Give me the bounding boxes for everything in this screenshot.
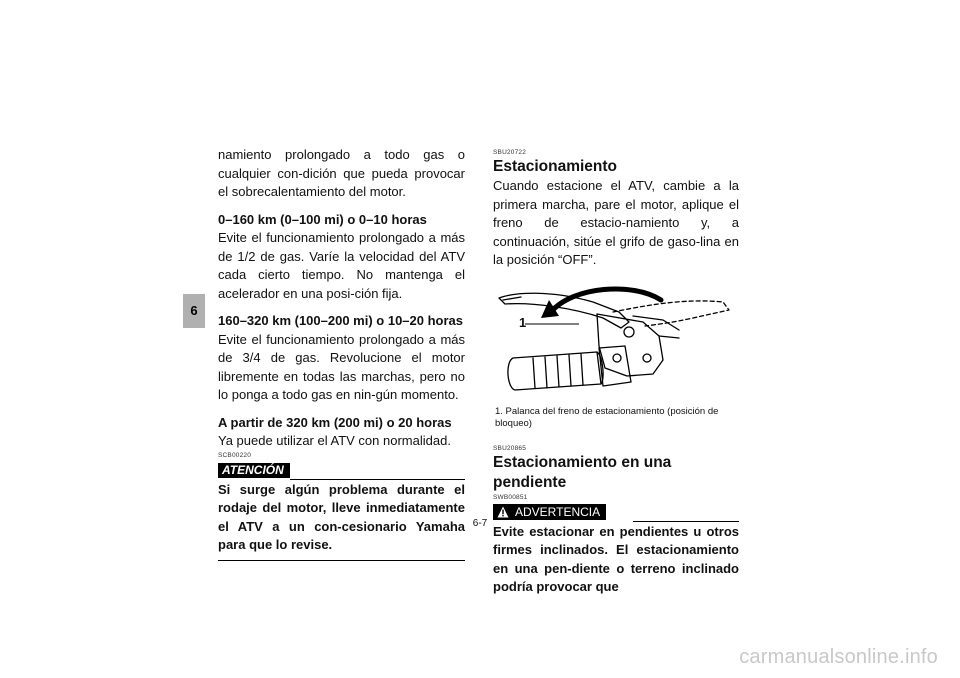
section1-code: SBU20722 [493,149,527,156]
warning-label: ADVERTENCIA [515,504,601,519]
right-column [493,148,739,597]
section1-title: Estacionamiento [493,158,618,175]
notice-text: Si surge algún problema durante el rodaje del motor, lleve inmediatamente el ATV a un con-cesionario Yamaha para que lo revise. [218,481,465,561]
brake-lever-figure [493,276,739,400]
watermark: carmanualsonline.info [739,646,938,668]
warning-triangle-icon [497,506,509,518]
notice-rule [290,479,465,480]
chapter-number: 6 [190,303,198,318]
chapter-tab [183,294,205,328]
stage1-text: Evite el funcionamiento prolongado a más de 1/2 de gas. Varíe la velocidad del ATV cada cierto tiempo. No mantenga el acelerador en una posi-ción fija. [218,230,465,301]
stage2-heading: 160–320 km (100–200 mi) o 10–20 horas [218,313,464,328]
brake-lever-illustration [493,276,739,400]
stage2-text: Evite el funcionamiento prolongado a más de 3/4 de gas. Revolucione el motor libremente en todas las marchas, pero no lo ponga a todo gas en nin-gún momento. [218,331,465,402]
notice-header [218,461,465,481]
stage3-text: Ya puede utilizar el ATV con normalidad. [218,433,451,448]
intro-paragraph: namiento prolongado a todo gas o cualquier con-dición que pueda provocar el sobrecalentamiento del motor. [218,147,465,199]
stage1-heading: 0–160 km (0–100 mi) o 0–10 horas [218,211,427,227]
warning-text: Evite estacionar en pendientes u otros firmes inclinados. El estacionamiento en una pen-diente o terreno inclinado podría provocar que [493,523,739,594]
notice-code: SCB00220 [218,451,252,459]
section1-text: Cuando estacione el ATV, cambie a la primera marcha, pare el motor, aplique el freno de estacio-namiento y, a continuación, sitúe el grifo de gaso-lina en la posición “OFF”. [493,178,739,267]
stage3-heading: A partir de 320 km (200 mi) o 20 horas [218,414,452,430]
notice-label: ATENCIÓN [218,463,290,478]
figure-callout-number: 1 [519,314,527,330]
section2-title: Estacionamiento en una pendiente [493,453,672,491]
figure-caption: 1. Palanca del freno de estacionamiento (posición de bloqueo) [495,405,719,429]
warning-code: SWB00851 [493,493,528,501]
page-number: 6-7 [472,518,488,529]
section2-code: SBU20865 [493,444,527,452]
left-column [218,146,465,561]
